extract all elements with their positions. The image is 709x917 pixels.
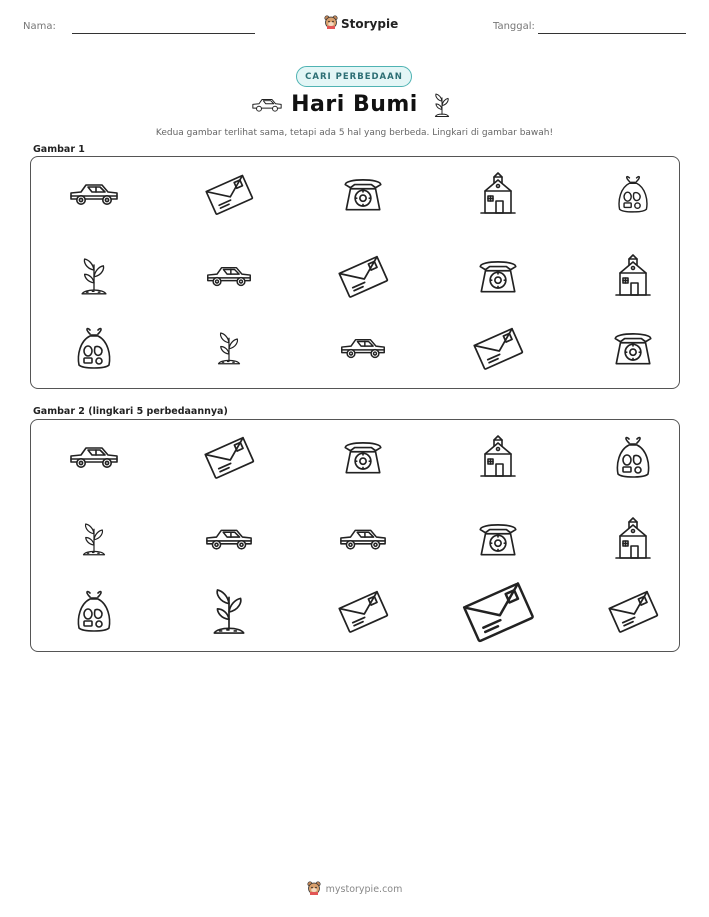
worksheet-header [0, 14, 709, 44]
car-icon[interactable] [68, 444, 120, 470]
instructions-text: Kedua gambar terlihat sama, tetapi ada 5 hal yang berbeda. Lingkari di gambar bawah! [155, 128, 554, 138]
telephone-icon [475, 256, 521, 296]
plant-icon [77, 256, 111, 296]
envelope-icon[interactable] [462, 580, 534, 642]
bear-mascot-icon [324, 14, 338, 33]
envelope-icon[interactable] [204, 435, 254, 479]
school-icon [479, 171, 517, 217]
car-icon[interactable] [338, 527, 388, 552]
telephone-icon[interactable] [340, 437, 386, 477]
plant-icon[interactable] [79, 521, 109, 557]
picture-grid-1 [30, 156, 680, 389]
school-icon[interactable] [479, 434, 517, 480]
name-label: Nama: [23, 21, 56, 32]
telephone-icon [610, 328, 656, 368]
grid-2-label: Gambar 2 (lingkari 5 perbedaannya) [33, 406, 228, 417]
trash-bag-icon[interactable] [614, 434, 652, 480]
car-icon [339, 336, 387, 360]
footer [0, 880, 709, 899]
footer-website: mystorypie.com [325, 884, 403, 895]
telephone-icon [340, 174, 386, 214]
school-icon[interactable] [614, 516, 652, 562]
brand-logo [324, 14, 398, 33]
envelope-icon[interactable] [338, 589, 388, 633]
plant-sprout-icon [431, 92, 453, 122]
envelope-icon [473, 326, 523, 370]
car-icon [205, 264, 253, 288]
telephone-icon[interactable] [475, 519, 521, 559]
trash-bag-icon [75, 325, 113, 371]
plant-icon[interactable] [208, 585, 250, 637]
envelope-icon[interactable] [608, 589, 658, 633]
envelope-icon [205, 173, 253, 215]
grid-1-label: Gambar 1 [33, 144, 85, 155]
activity-badge: CARI PERBEDAAN [296, 66, 412, 87]
date-label: Tanggal: [493, 21, 535, 32]
brand-name: Storypie [341, 16, 399, 31]
date-field-line[interactable] [538, 33, 686, 34]
plant-icon [214, 328, 244, 368]
trash-bag-icon [616, 172, 650, 216]
envelope-icon [338, 254, 388, 298]
trash-bag-icon[interactable] [75, 588, 113, 634]
picture-grid-2[interactable] [30, 419, 680, 652]
school-icon [614, 253, 652, 299]
name-field-line[interactable] [72, 33, 255, 34]
title-row [0, 92, 709, 122]
bear-mascot-icon [307, 880, 321, 899]
car-icon[interactable] [204, 527, 254, 552]
car-icon [68, 181, 120, 207]
page-title: Hari Bumi [291, 92, 418, 117]
